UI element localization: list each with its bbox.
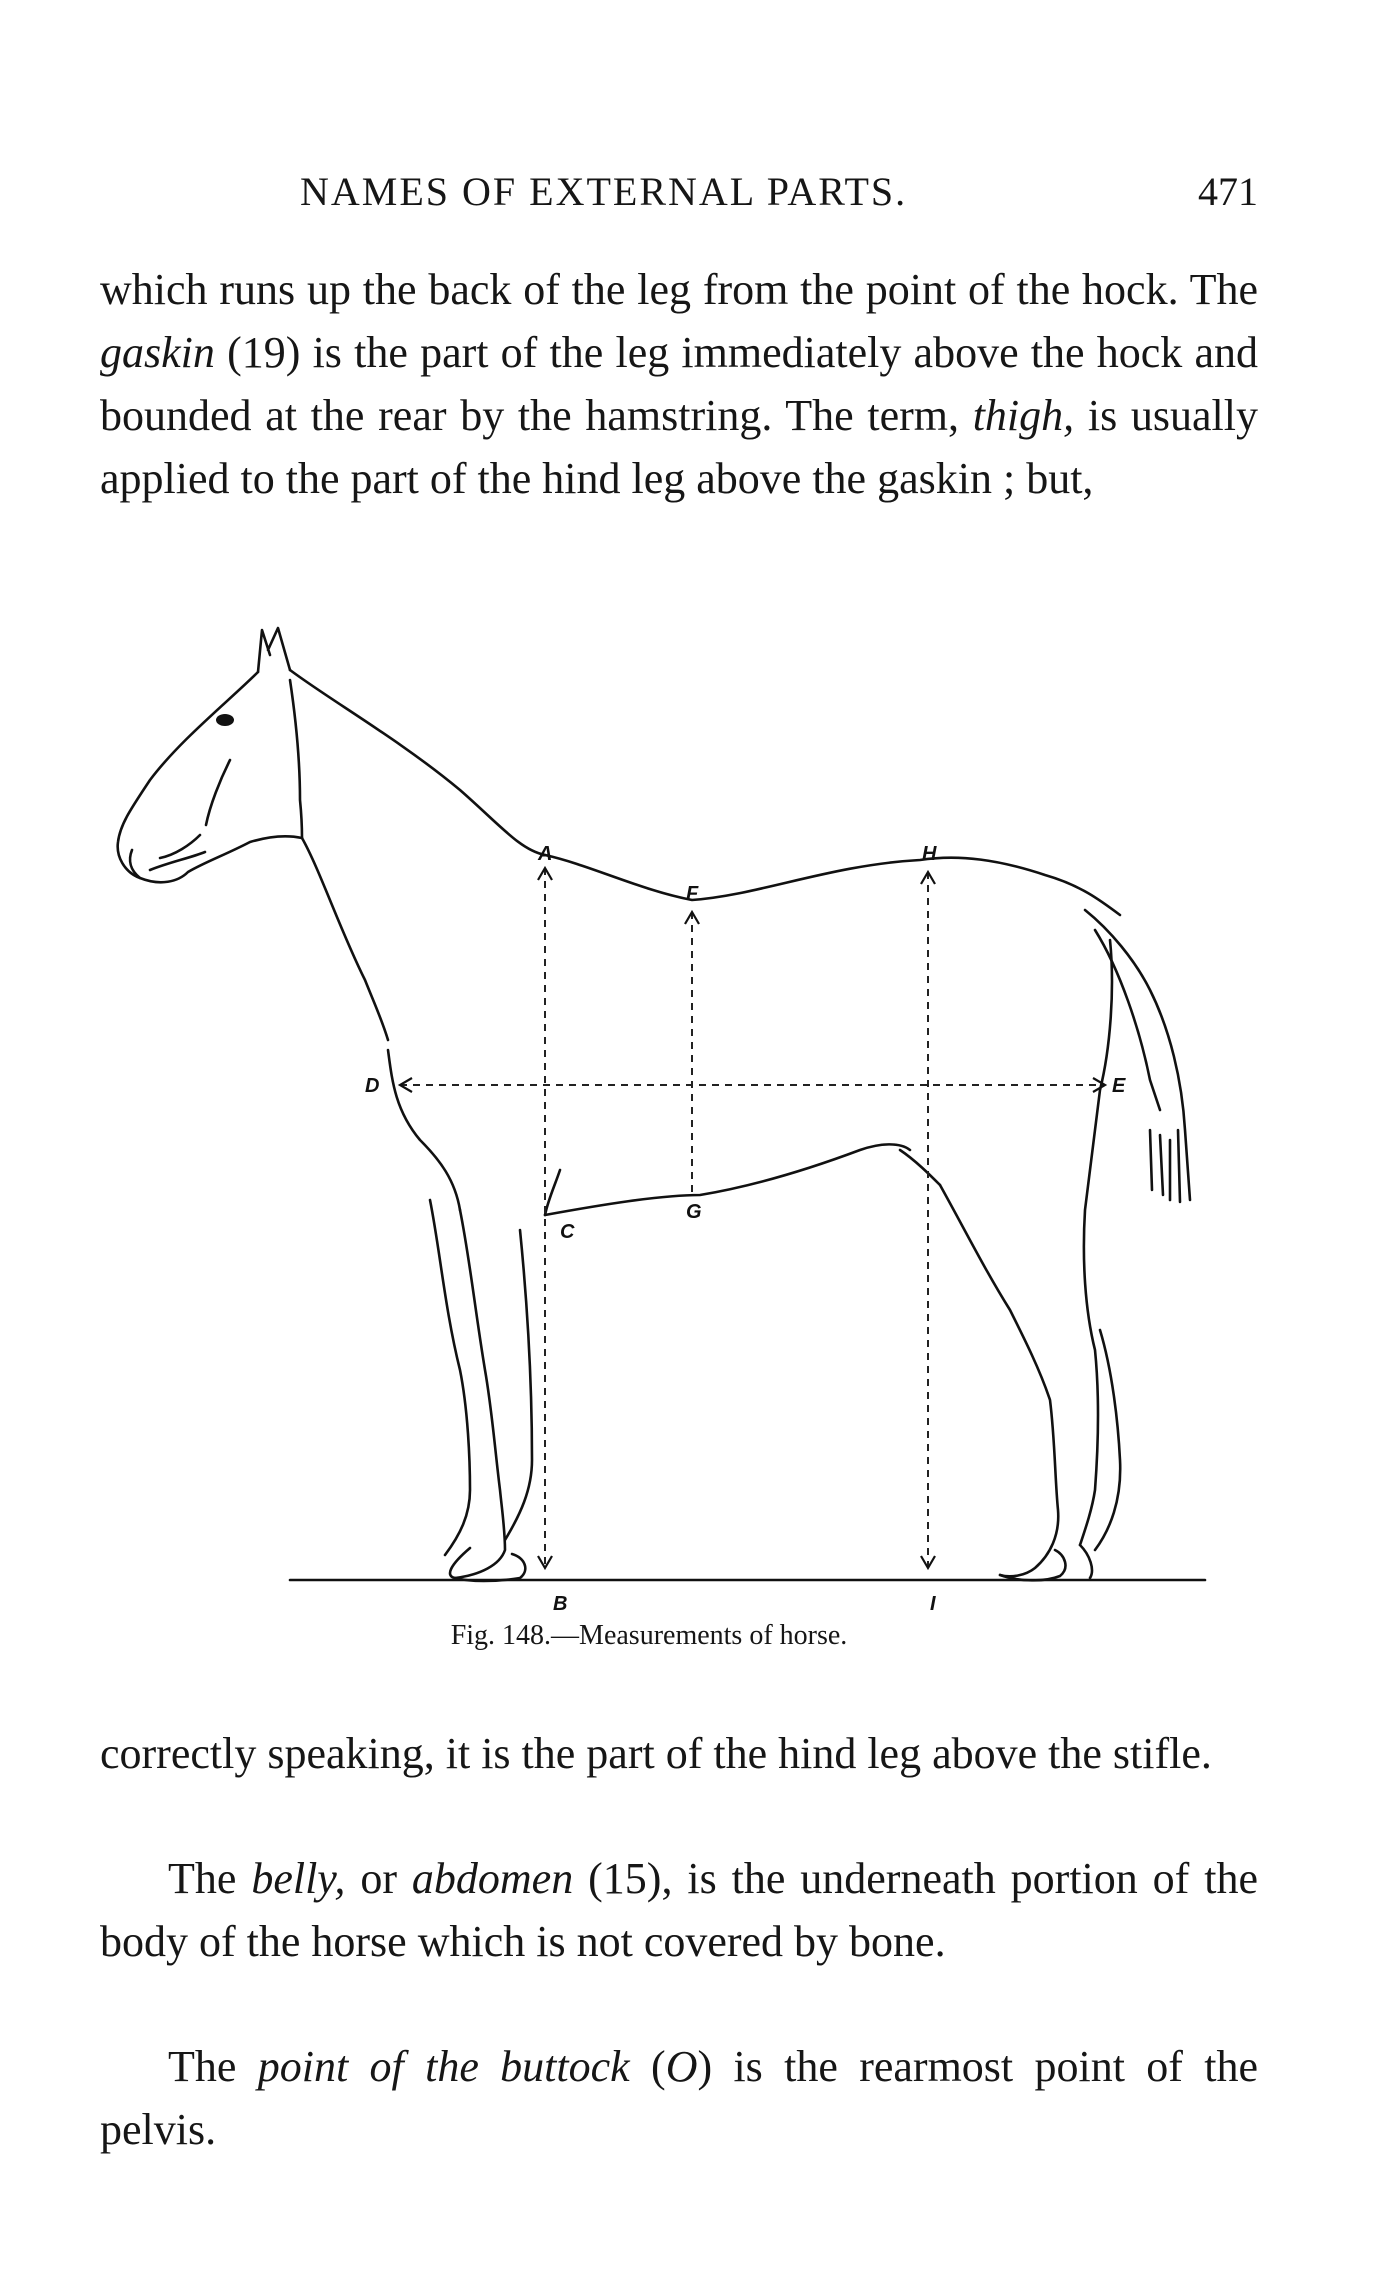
paragraph-text: (15), is the underneath portion of the body of the horse which is not covered by bone. bbox=[100, 1854, 1258, 1966]
paragraph-text: is usually applied to the part of the hind leg above the gaskin ; but, bbox=[100, 391, 1259, 503]
label-I: I bbox=[930, 1593, 936, 1610]
horse-eye bbox=[216, 714, 234, 726]
horse-hind-leg-far bbox=[1080, 940, 1112, 1545]
horse-front-leg-near bbox=[450, 1210, 505, 1578]
term-gaskin: gaskin bbox=[100, 328, 215, 377]
horse-hind-leg-near bbox=[940, 1185, 1058, 1576]
horse-measurement-figure bbox=[0, 610, 1378, 1700]
horse-back bbox=[545, 855, 1120, 915]
term-belly: belly, bbox=[251, 1854, 346, 1903]
paragraph-text: (19) is the part of the leg immediately above the hock and bounded at the rear by the hamstring. The term, bbox=[100, 328, 1258, 440]
label-B: B bbox=[553, 1593, 568, 1610]
caption-text: —Measurements of horse. bbox=[551, 1620, 848, 1651]
horse-tail bbox=[1085, 910, 1190, 1202]
label-A: A bbox=[538, 843, 553, 865]
horse-neck-top bbox=[290, 670, 545, 855]
label-H: H bbox=[922, 843, 937, 865]
horse-illustration bbox=[0, 610, 1378, 1610]
paragraph-text: The bbox=[168, 2042, 258, 2091]
paragraph-text: ) is the rearmost point of the pelvis. bbox=[100, 2042, 1259, 2154]
paragraph-stifle: correctly speaking, it is the part of the hind leg above the stifle. bbox=[100, 1729, 1212, 1778]
figure-caption bbox=[0, 1620, 1338, 1652]
horse-belly bbox=[545, 1144, 910, 1215]
paragraph-belly bbox=[100, 1847, 1258, 1973]
horse-throat bbox=[302, 838, 388, 1040]
running-head-title: NAMES OF EXTERNAL PARTS. bbox=[300, 169, 908, 214]
horse-chest bbox=[388, 1050, 460, 1210]
horse-ear bbox=[258, 628, 290, 672]
horse-elbow bbox=[545, 1170, 560, 1215]
label-G: G bbox=[686, 1201, 702, 1223]
paragraph-buttock bbox=[100, 2035, 1258, 2161]
paragraph-text: The bbox=[168, 1854, 252, 1903]
term-abdomen: abdomen bbox=[411, 1854, 574, 1903]
term-o: O bbox=[665, 2042, 698, 2091]
label-C: C bbox=[560, 1221, 575, 1243]
caption-figure-number: Fig. 148. bbox=[450, 1620, 552, 1651]
term-thigh: thigh, bbox=[972, 391, 1075, 440]
label-D: D bbox=[365, 1075, 380, 1097]
paragraph-gaskin-thigh bbox=[100, 258, 1258, 510]
paragraph-text: which runs up the back of the leg from the point of the hock. The bbox=[100, 265, 1258, 314]
paragraph-text: or bbox=[345, 1854, 412, 1903]
horse-front-leg-far bbox=[430, 1200, 532, 1555]
horse-face-line bbox=[160, 760, 230, 858]
horse-head-outline bbox=[118, 672, 302, 882]
horse-cheek bbox=[290, 680, 302, 838]
label-F: F bbox=[686, 883, 699, 905]
horse-muzzle bbox=[130, 850, 205, 878]
horse-stifle bbox=[900, 1150, 940, 1185]
term-point-of-buttock: point of the buttock bbox=[257, 2042, 630, 2091]
label-E: E bbox=[1112, 1075, 1126, 1097]
paragraph-text: ( bbox=[629, 2042, 666, 2091]
page-number: 471 bbox=[1198, 169, 1258, 214]
